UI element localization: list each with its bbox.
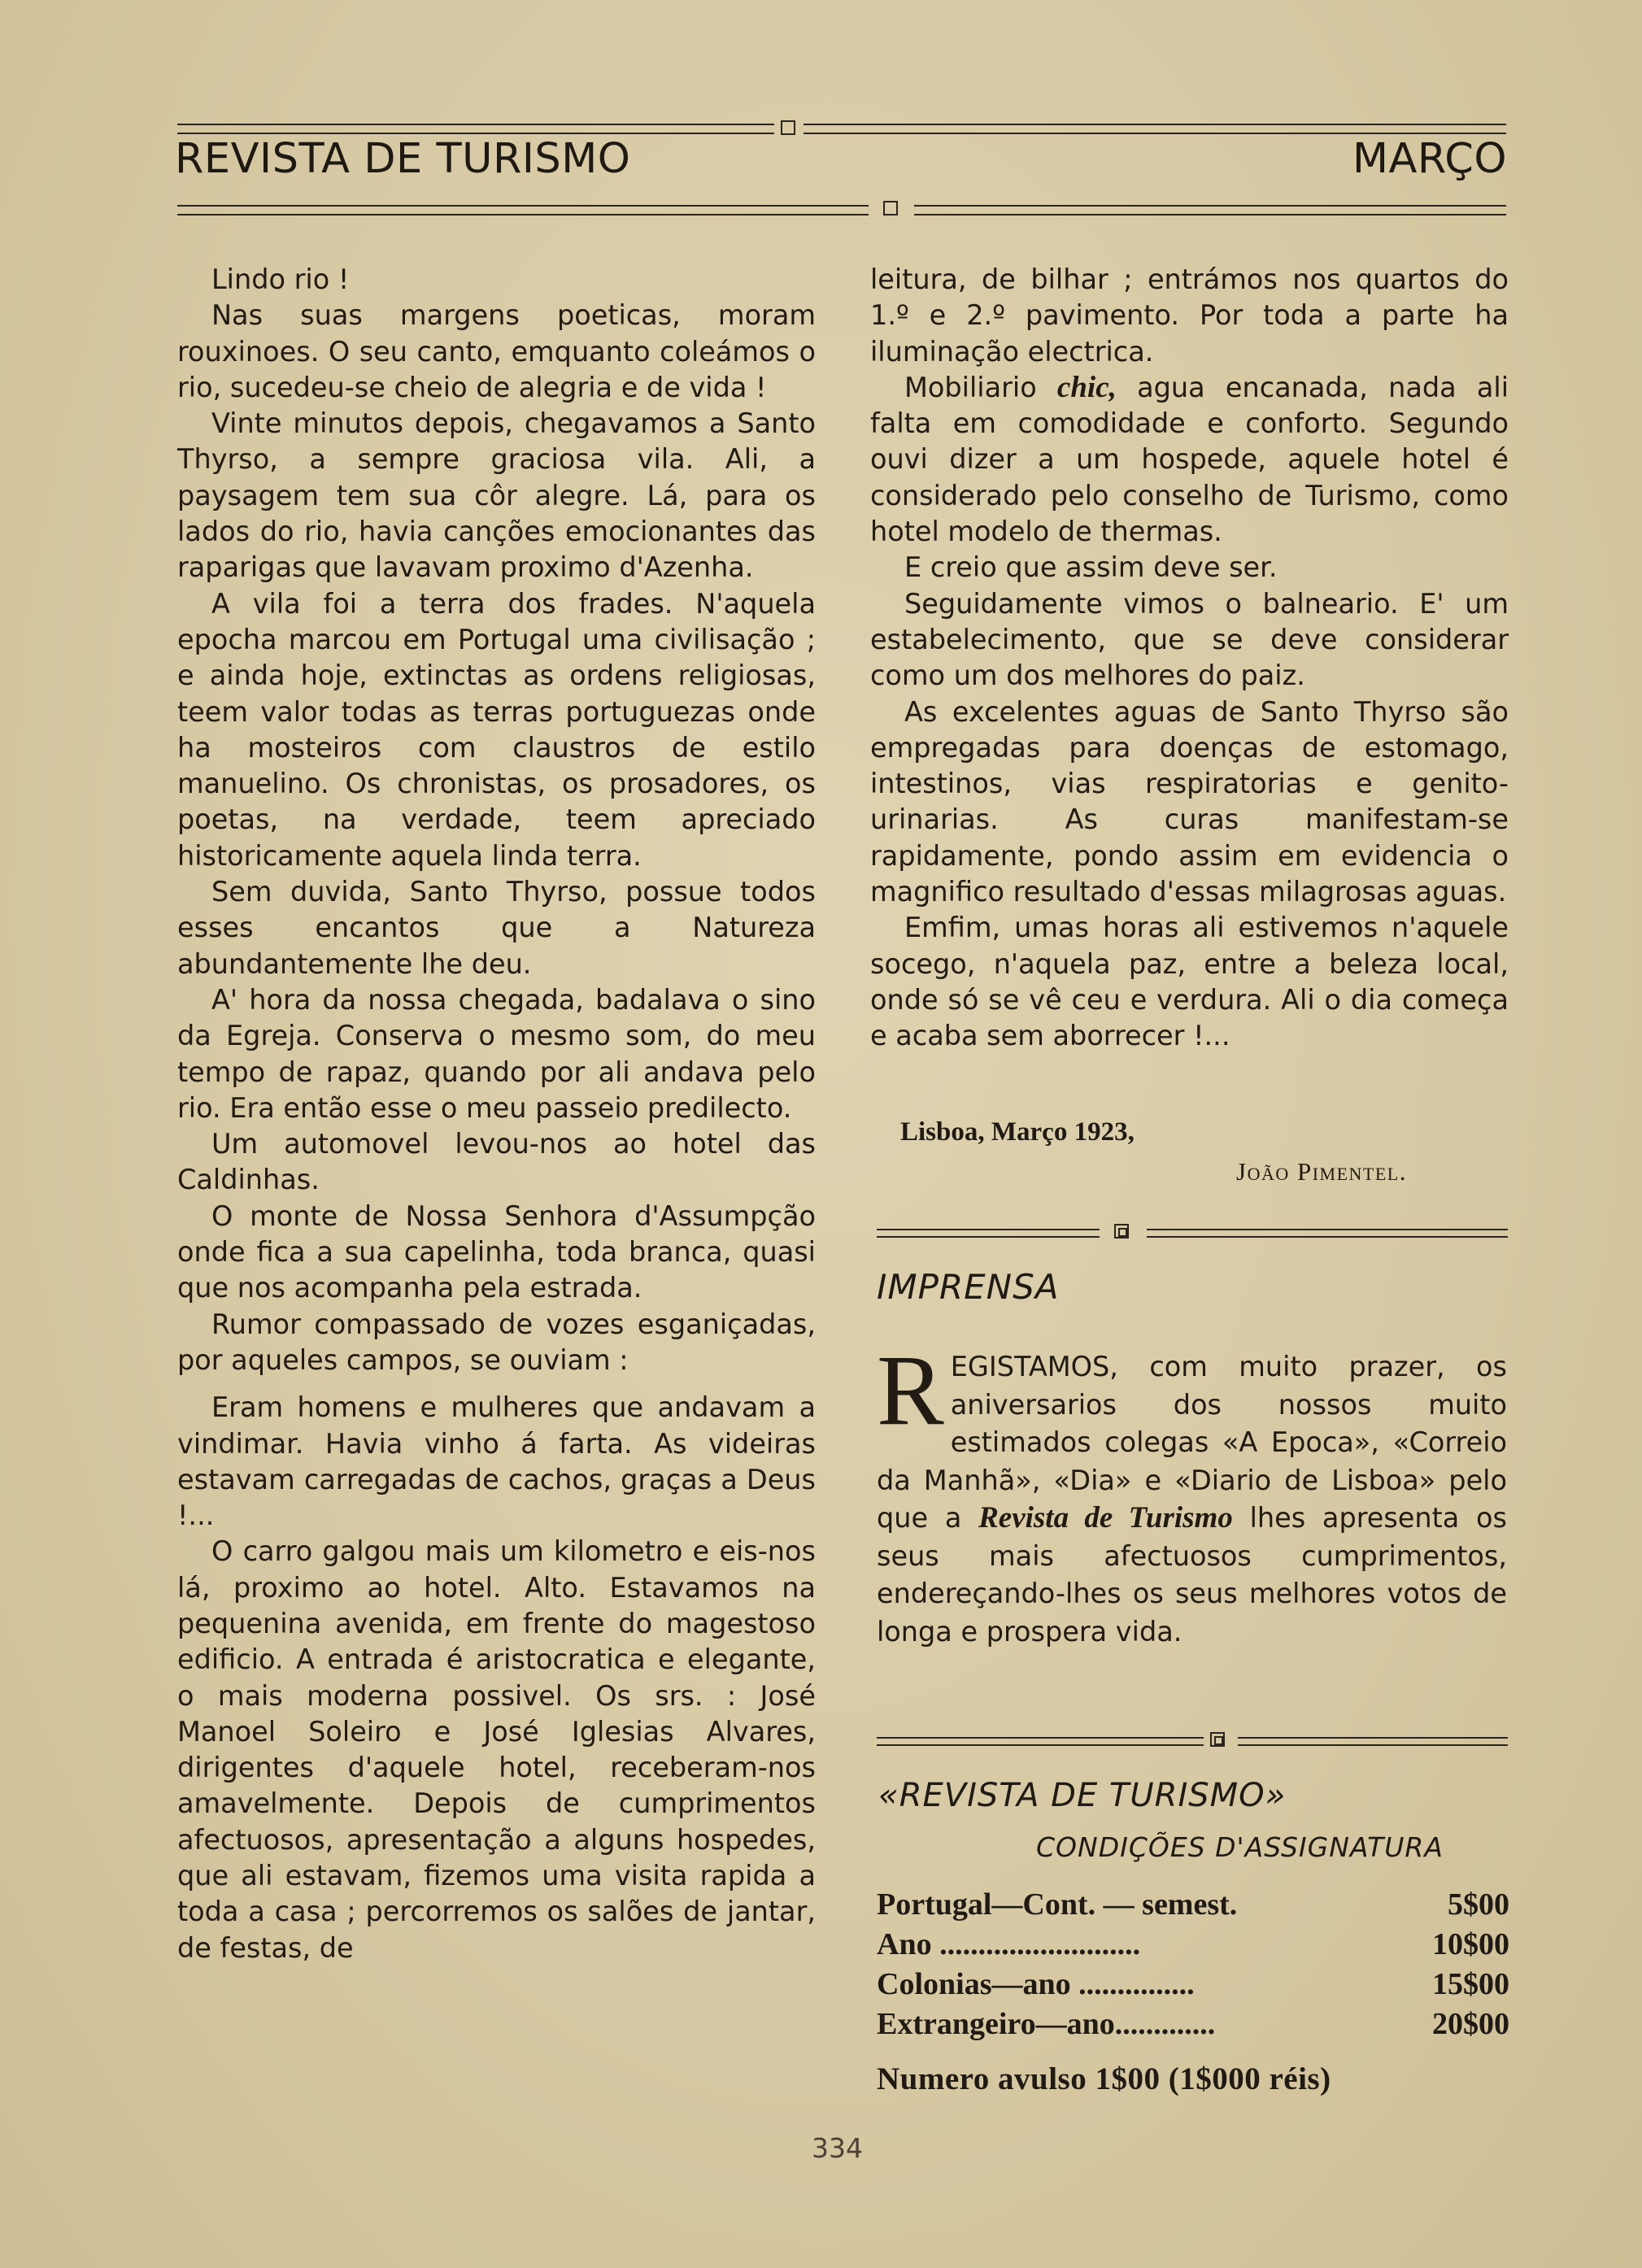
paragraph: Emfim, umas horas ali estivemos n'aquele socego, n'aquela paz, entre a beleza local, onde só se vê ceu e verdura. Ali o dia começa e acaba sem aborrecer !... bbox=[870, 912, 1509, 1052]
article-right-column bbox=[870, 262, 1509, 1055]
paragraph: A vila foi a terra dos frades. N'aquela epocha marcou em Portugal uma civilisação ; e ainda hoje, extinctas as ordens religiosas, teem valor todas as terras portuguezas onde ha mosteiros com claustros de estilo manuelino. Os chronistas, os prosadores, os poetas, na verdade, teem apreciado historicamente aquela linda terra. bbox=[177, 587, 816, 872]
page-number: 334 bbox=[812, 2132, 863, 2164]
article-left-column bbox=[177, 262, 816, 1966]
paragraph: As excelentes aguas de Santo Thyrso são empregadas para doenças de estomago, intestinos, vias respiratorias e genito-urinarias. As curas manifestam-se rapidamente, pondo assim em evidencia o magnifico resultado d'essas milagrosas aguas. bbox=[870, 695, 1509, 908]
price-row bbox=[877, 2005, 1509, 2044]
price-label: Ano .......................... bbox=[877, 1927, 1141, 1961]
magazine-title: REVISTA DE TURISMO bbox=[175, 135, 631, 183]
subscription-subtitle: CONDIÇÕES D'ASSIGNATURA bbox=[1036, 1831, 1444, 1863]
paragraph: Um automovel levou-nos ao hotel das Caldinhas. bbox=[177, 1128, 816, 1196]
paragraph: O monte de Nossa Senhora d'Assumpção onde fica a sua capelinha, toda branca, quasi que nos acompanha pela estrada. bbox=[177, 1199, 816, 1304]
header-top-rule-right bbox=[804, 124, 1506, 134]
emphasis-magazine-name: Revista de Turismo bbox=[978, 1501, 1233, 1534]
paragraph: Nas suas margens poeticas, moram rouxinoes. O seu canto, emquanto coleámos o rio, sucedeu-se cheio de alegria e de vida ! bbox=[177, 299, 816, 403]
price-value: 5$00 bbox=[1448, 1887, 1509, 1922]
paragraph: Eram homens e mulheres que andavam a vindimar. Havia vinho á farta. As videiras estavam carregadas de cachos, graças a Deus !... bbox=[177, 1391, 816, 1532]
header-bottom-rule-right bbox=[914, 205, 1506, 215]
price-label: Extrangeiro—ano............. bbox=[877, 2007, 1216, 2041]
paragraph-text: agua encanada, nada ali falta em comodidade e conforto. Segundo ouvi dizer a um hospede, aquele hotel é considerado pelo conselho de Turismo, como hotel modelo de thermas. bbox=[870, 371, 1509, 548]
subscription-title: «REVISTA DE TURISMO» bbox=[878, 1777, 1287, 1814]
header-ornament-top bbox=[781, 120, 795, 135]
section-divider-left bbox=[877, 1229, 1100, 1238]
subscription-divider-ornament bbox=[1210, 1732, 1225, 1747]
paragraph-text: Mobiliario bbox=[904, 371, 1057, 403]
emphasis-chic: chic, bbox=[1056, 370, 1117, 404]
price-row bbox=[877, 1965, 1509, 2005]
paragraph bbox=[877, 1334, 1507, 1651]
paragraph: Seguidamente vimos o balneario. E' um estabelecimento, que se deve considerar como um dos melhores do paiz. bbox=[870, 587, 1509, 692]
header-top-rule-left bbox=[177, 124, 774, 134]
paragraph: E creio que assim deve ser. bbox=[904, 551, 1278, 584]
paragraph: A' hora da nossa chegada, badalava o sino da Egreja. Conserva o mesmo som, do meu tempo de rapaz, quando por ali andava pelo rio. Era então esse o meu passeio predilecto. bbox=[177, 983, 816, 1124]
price-value: 10$00 bbox=[1432, 1927, 1509, 1961]
price-row bbox=[877, 1885, 1509, 1925]
issue-month: MARÇO bbox=[1352, 135, 1507, 183]
paragraph-continuation: leitura, de bilhar ; entrámos nos quartos do 1.º e 2.º pavimento. Por toda a parte ha iluminação electrica. bbox=[870, 263, 1509, 368]
signature-place-date: Lisboa, Março 1923, bbox=[900, 1117, 1135, 1147]
paragraph: Vinte minutos depois, chegavamos a Santo Thyrso, a sempre graciosa vila. Ali, a paysagem tem sua côr alegre. Lá, para os lados do rio, havia canções emocionantes das raparigas que lavavam proximo d'Azenha. bbox=[177, 407, 816, 584]
header-bottom-rule-left bbox=[177, 205, 869, 215]
imprensa-body bbox=[877, 1334, 1507, 1651]
single-issue-row bbox=[877, 2059, 1509, 2099]
drop-cap: R bbox=[877, 1334, 944, 1446]
paragraph: Lindo rio ! bbox=[211, 263, 350, 295]
paragraph-text: EGISTAMOS, com muito prazer, os aniversarios dos nossos muito estimados colegas «A Epoca», «Correio da Manhã», «Dia» e «Diario de Lisboa» pelo que a bbox=[877, 1351, 1507, 1534]
price-value: 15$00 bbox=[1432, 1967, 1509, 2001]
paragraph: O carro galgou mais um kilometro e eis-nos lá, proximo ao hotel. Alto. Estavamos na pequenina avenida, em frente do magestoso edificio. A entrada é aristocratica e elegante, o mais moderna possivel. Os srs. : José Manoel Soleiro e José Iglesias Alvares, dirigentes d'aquele hotel, receberam-nos amavelmente. Depois de cumprimentos afectuosos, apresentação a alguns hospedes, que ali estavam, fizemos uma visita rapida a toda a casa ; percorremos os salões de jantar, de festas, de bbox=[177, 1535, 816, 1964]
price-label: Portugal—Cont. — semest. bbox=[877, 1887, 1238, 1922]
paragraph: Rumor compassado de vozes esganiçadas, por aqueles campos, se ouviam : bbox=[177, 1308, 816, 1376]
imprensa-heading: IMPRENSA bbox=[877, 1267, 1060, 1307]
section-divider-ornament bbox=[1114, 1224, 1129, 1238]
price-label: Colonias—ano ............... bbox=[877, 1967, 1195, 2001]
section-divider-right bbox=[1147, 1229, 1508, 1238]
paragraph: Sem duvida, Santo Thyrso, possue todos esses encantos que a Natureza abundantemente lhe deu. bbox=[177, 876, 816, 980]
header-ornament-bottom bbox=[883, 201, 898, 215]
subscription-divider-right bbox=[1238, 1737, 1508, 1746]
paragraph-text: lhes apresenta os seus mais afectuosos cumprimentos, endereçando-lhes os seus melhores votos de longa e prospera vida. bbox=[877, 1502, 1507, 1648]
subscription-price-table bbox=[877, 1885, 1509, 2099]
paragraph bbox=[870, 370, 1509, 550]
price-value: 20$00 bbox=[1432, 2007, 1509, 2041]
price-row bbox=[877, 1925, 1509, 1965]
signature-author: João Pimentel. bbox=[1236, 1157, 1407, 1186]
subscription-divider-left bbox=[877, 1737, 1204, 1746]
single-issue-price: Numero avulso 1$00 (1$000 réis) bbox=[877, 2061, 1331, 2096]
